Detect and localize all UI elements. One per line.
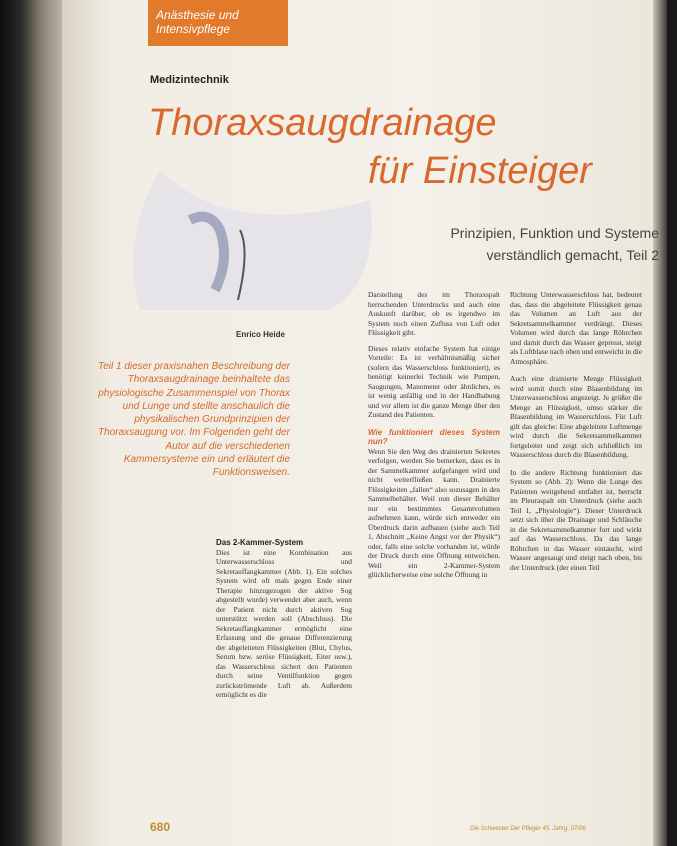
- column-3-text-2: Auch eine drainierte Menge Flüssigkeit wird somit durch eine Blasenbildung im Unterwasserschloss angezeigt. Je größer die Menge an Flüssigkeit, umso stärker die Blasenbildung im Wasserschloss. Für Luft gilt das gleiche: Eine abgeleitete Luftmenge wird durch die Sekretsammelkammer fortgeleitet und zeigt sich schließlich im Wasserschloss durch die Blasenbildung.: [510, 374, 642, 459]
- page-edge: [653, 0, 667, 846]
- subtitle-line1: Prinzipien, Funktion und Systeme: [450, 225, 659, 241]
- heading-2-kammer: Das 2-Kammer-System: [216, 538, 304, 547]
- page-title-line1: Thoraxsaugdrainage: [148, 102, 497, 144]
- heading-wie-funktioniert: Wie funktioniert dieses System nun?: [368, 427, 500, 446]
- author: Enrico Heide: [236, 330, 285, 339]
- section-label-2: Intensivpflege: [156, 22, 231, 36]
- section-tab: [148, 0, 288, 46]
- subtitle: [379, 222, 659, 266]
- column-2-text-3: Wenn Sie den Weg des drainierten Sekretes verfolgen, werden Sie bemerken, dass es in der Sammelkammer aufgefangen wird und nicht weiterfließen kann. Drainierte Flüssigkeiten „fallen“ also sozusagen in den Sammelbehälter. Weil nun dieser Behälter nur ein bestimmtes Gesamtvolumen aufnehmen kann, würde sich entweder ein Überdruck darin aufbauen (siehe auch Teil 1, Abschnitt „Keine Angst vor der Physik“) oder, falls eine solche vorhanden ist, würde der Druck durch eine Öffnung entweichen. Weil ein 2-Kammer-System glücklicherweise eine solche Öffnung in: [368, 446, 500, 579]
- kicker: Medizintechnik: [150, 74, 229, 86]
- subtitle-line2: verständlich gemacht, Teil 2: [486, 247, 659, 263]
- column-3-text-1: Richtung Unterwasserschloss hat, bedeutet das, dass die abgeleitete Flüssigkeit genau das Volumen an Luft aus der Sekretsammelkammer verdrängt. Dieses Volumen wird durch das lange Röhrchen und damit durch das Wasser gepresst, steigt als Luftblase nach oben und entweicht in die Atmosphäre.: [510, 290, 642, 366]
- book-binding: [0, 0, 70, 846]
- column-2: [368, 290, 500, 810]
- column-1-text: Dies ist eine Kombination aus Unterwasserschloss und Sekretauffangkammer (Abb. 1). Ein solches System wird oft mals gegen Ende einer Therapie hinzugezogen der aktive Sog abgestellt wurde) verwendet aber auch, wenn der Patient nicht durch aktiven Sog unterstützt werden soll (Abschluss). Die Sekretauffangkammer ermöglicht eine Erfassung und die genaue Differenzierung der abgeleiteten Flüssigkeiten (Blut, Chylus, Serum bzw. seröse Flüssigkeit, Eiter usw.), das Wasserschloss sichert den Patienten durch seine Ventilfunktion gegen zurückströmende Luft ab. Außerdem ermöglicht es die: [216, 547, 352, 699]
- chest-drain-illustration: [80, 160, 380, 310]
- intro-text: Teil 1 dieser praxisnahen Beschreibung der Thoraxsaugdrainage beinhaltete das physiologische Zusammenspiel von Thorax und Lunge und stellte anschaulich die physikalischen Grundprinzipien der Thoraxsaugung vor. Im Folgenden geht der Autor auf die verschiedenen Kammersysteme ein und erläutert die Funktionsweisen.: [98, 361, 290, 479]
- page-number: 680: [150, 820, 171, 834]
- section-label-1: Anästhesie und: [156, 8, 239, 22]
- column-2-text-2: Dieses relativ einfache System hat einige Vorteile: Es ist verhältnismäßig sicher (sofern das Wasserschloss funktioniert), es benötigt keinerlei Technik wie Pumpen, Saugungen, Manometer oder ähnliches, es ist wenig anfällig und in der Handhabung und vor allem ist die ganze Menge über den Zustand des Patienten.: [368, 343, 500, 419]
- column-3-text-3: In die andere Richtung funktioniert das System so (Abb. 2): Wenn die Lunge des Patienten weitgehend entfaltet ist, herrscht im Pleuraspalt ein Unterdruck (siehe auch Teil 1, „Physiologie“). Dieser Unterdruck setzt sich über die Drainage und Schläuche in die Sekretsammelkammer fort und wirkt auf das Wasserschloss. Da das lange Röhrchen in das Wasser eintaucht, wird Wasser angesaugt und steigt nach oben, bis der Unterdruck (der einen Teil: [510, 467, 642, 572]
- column-3: [510, 290, 642, 810]
- column-2-text-1: Darstellung des im Thoraxspalt herrschenden Unterdrucks und auch eine Auskunft darüber, ob es irgendwo im System noch einen Zufluss von Luft oder Flüssigkeit gibt.: [368, 290, 500, 337]
- column-1: [216, 538, 352, 808]
- page-title-line2: für Einsteiger: [368, 150, 592, 192]
- footer: Die Schwester Der Pfleger 45. Jahrg. 07/06: [470, 826, 586, 832]
